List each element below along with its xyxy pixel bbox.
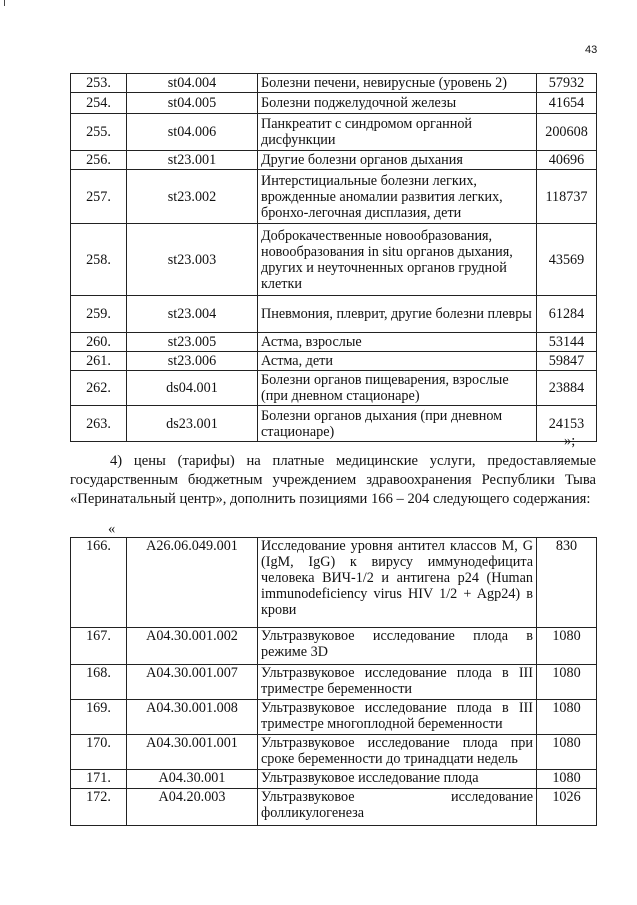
row-price: 118737 <box>537 170 597 224</box>
page-number: 43 <box>585 44 598 56</box>
row-number: 260. <box>71 333 127 352</box>
row-price: 1080 <box>537 665 597 700</box>
row-number: 171. <box>71 770 127 789</box>
row-description: Исследование уровня антител классов M, G (IgM, IgG) к вирусу иммунодефицита человека ВИЧ-1/2 и антигена p24 (Human immunodeficiency virus HIV 1/2 + Agp24) в крови <box>258 538 537 628</box>
row-price: 59847 <box>537 352 597 371</box>
table-row <box>71 789 597 826</box>
table-row <box>71 224 597 296</box>
row-code: A04.30.001.001 <box>127 735 258 770</box>
row-description: Астма, дети <box>258 352 537 371</box>
row-price: 1080 <box>537 628 597 665</box>
table-row <box>71 151 597 170</box>
row-code: ds23.001 <box>127 406 258 442</box>
row-number: 257. <box>71 170 127 224</box>
table-row <box>71 628 597 665</box>
row-description: Болезни органов дыхания (при дневном стационаре) <box>258 406 537 442</box>
table-row <box>71 735 597 770</box>
row-code: st04.004 <box>127 74 258 93</box>
row-price: 61284 <box>537 296 597 333</box>
row-number: 167. <box>71 628 127 665</box>
row-number: 262. <box>71 371 127 406</box>
row-description: Ультразвуковое исследование плода в режиме 3D <box>258 628 537 665</box>
row-code: st04.006 <box>127 114 258 151</box>
row-description: Болезни органов пищеварения, взрослые (при дневном стационаре) <box>258 371 537 406</box>
table-row <box>71 406 597 442</box>
row-description: Другие болезни органов дыхания <box>258 151 537 170</box>
row-price: 53144 <box>537 333 597 352</box>
amendment-paragraph <box>70 452 596 509</box>
row-description: Ультразвуковое исследование фолликулогенеза <box>258 789 537 826</box>
row-price: 1080 <box>537 700 597 735</box>
row-code: A04.30.001.008 <box>127 700 258 735</box>
row-description: Доброкачественные новообразования, новообразования in situ органов дыхания, других и неуточненных органов грудной клетки <box>258 224 537 296</box>
row-number: 253. <box>71 74 127 93</box>
row-description: Астма, взрослые <box>258 333 537 352</box>
row-price: 1026 <box>537 789 597 826</box>
table-row <box>71 538 597 628</box>
table-row <box>71 665 597 700</box>
row-code: A04.30.001 <box>127 770 258 789</box>
paid-services-table <box>70 537 597 826</box>
row-description: Ультразвуковое исследование плода <box>258 770 537 789</box>
table-row <box>71 371 597 406</box>
row-code: st23.002 <box>127 170 258 224</box>
row-description: Болезни поджелудочной железы <box>258 93 537 114</box>
table-row <box>71 352 597 371</box>
row-code: A04.30.001.007 <box>127 665 258 700</box>
row-description: Ультразвуковое исследование плода в III триместре беременности <box>258 665 537 700</box>
row-code: A04.20.003 <box>127 789 258 826</box>
row-code: st23.005 <box>127 333 258 352</box>
scan-edge-mark <box>4 0 5 6</box>
table-row <box>71 114 597 151</box>
row-price: 23884 <box>537 371 597 406</box>
row-price: 1080 <box>537 770 597 789</box>
row-number: 258. <box>71 224 127 296</box>
table-row <box>71 93 597 114</box>
row-code: st23.003 <box>127 224 258 296</box>
row-number: 168. <box>71 665 127 700</box>
row-description: Пневмония, плеврит, другие болезни плевры <box>258 296 537 333</box>
opening-quote: « <box>108 521 116 537</box>
table-row <box>71 296 597 333</box>
closing-quote: »; <box>564 433 576 449</box>
row-number: 166. <box>71 538 127 628</box>
row-price: 830 <box>537 538 597 628</box>
row-code: st04.005 <box>127 93 258 114</box>
row-number: 255. <box>71 114 127 151</box>
row-number: 261. <box>71 352 127 371</box>
row-number: 170. <box>71 735 127 770</box>
row-number: 172. <box>71 789 127 826</box>
row-code: ds04.001 <box>127 371 258 406</box>
row-price: 24153 <box>537 406 597 442</box>
amendment-paragraph-text: 4) цены (тарифы) на платные медицинские услуги, предоставляемые государственным бюджетным учреждением здравоохранения Республики Тыва «Перинатальный центр», дополнить позициями 166 – 204 следующего содержания: <box>70 453 596 507</box>
table-row <box>71 74 597 93</box>
row-price: 41654 <box>537 93 597 114</box>
row-description: Панкреатит с синдромом органной дисфункции <box>258 114 537 151</box>
row-description: Интерстициальные болезни легких, врожденные аномалии развития легких, бронхо-легочная дисплазия, дети <box>258 170 537 224</box>
row-price: 43569 <box>537 224 597 296</box>
drg-tariff-table <box>70 73 597 442</box>
table-row <box>71 170 597 224</box>
row-code: A26.06.049.001 <box>127 538 258 628</box>
row-code: st23.006 <box>127 352 258 371</box>
row-price: 1080 <box>537 735 597 770</box>
row-number: 254. <box>71 93 127 114</box>
row-number: 256. <box>71 151 127 170</box>
row-number: 169. <box>71 700 127 735</box>
row-code: st23.004 <box>127 296 258 333</box>
row-number: 259. <box>71 296 127 333</box>
row-number: 263. <box>71 406 127 442</box>
row-description: Болезни печени, невирусные (уровень 2) <box>258 74 537 93</box>
table-row <box>71 700 597 735</box>
table-row <box>71 770 597 789</box>
row-price: 57932 <box>537 74 597 93</box>
row-code: st23.001 <box>127 151 258 170</box>
row-price: 200608 <box>537 114 597 151</box>
row-code: A04.30.001.002 <box>127 628 258 665</box>
row-price: 40696 <box>537 151 597 170</box>
row-description: Ультразвуковое исследование плода при сроке беременности до тринадцати недель <box>258 735 537 770</box>
table-row <box>71 333 597 352</box>
row-description: Ультразвуковое исследование плода в III триместре многоплодной беременности <box>258 700 537 735</box>
